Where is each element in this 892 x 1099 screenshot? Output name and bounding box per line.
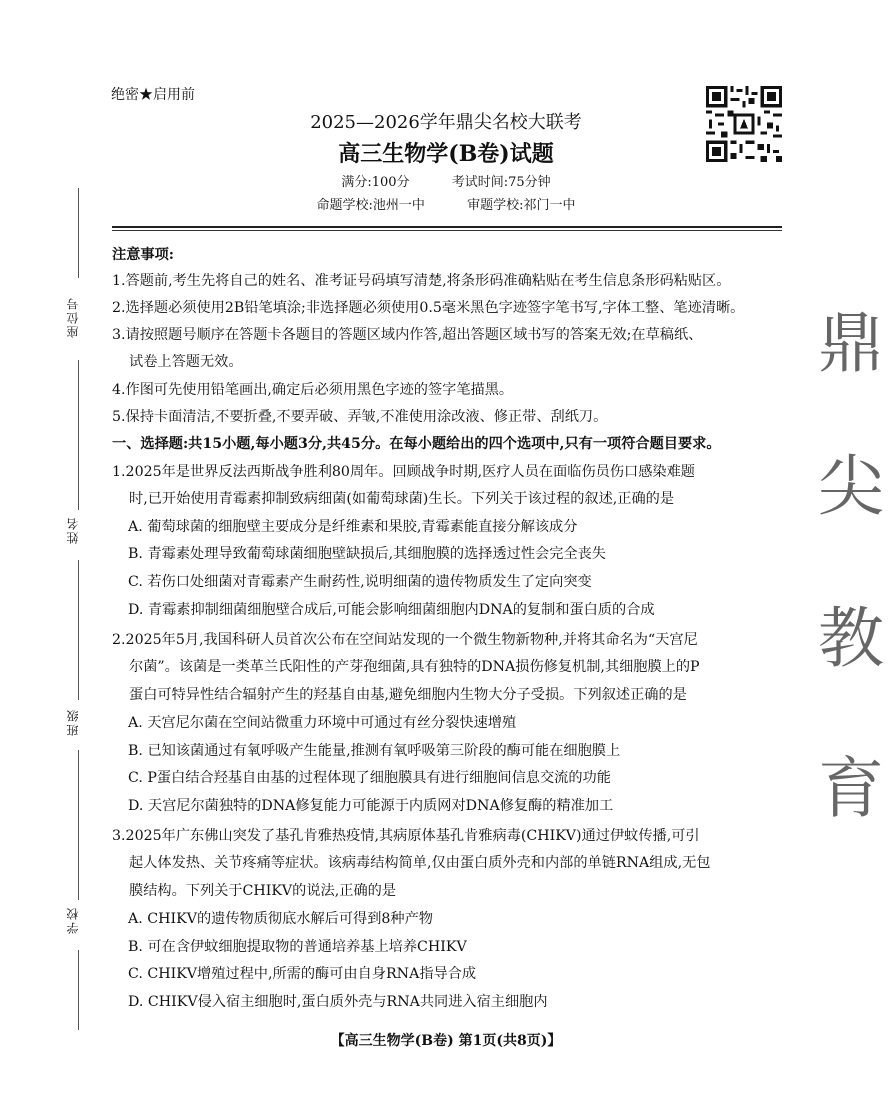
question-stem: 3.2025年广东佛山突发了基孔肯雅热疫情,其病原体基孔肯雅病毒(CHIKV)通过伊蚊传播,可引 xyxy=(112,828,700,844)
question-option: A. CHIKV的遗传物质彻底水解后可得到8种产物 xyxy=(128,911,433,927)
school-label: 学校 xyxy=(66,906,80,934)
notice-item: 1.答题前,考生先将自己的姓名、准考证号码填写清楚,将条形码准确粘贴在考生信息条形码粘贴区。 xyxy=(112,273,731,289)
question-stem: 2.2025年5月,我国科研人员首次公布在空间站发现的一个微生物新物种,并将其命名为“天宫尼 xyxy=(112,632,698,648)
binding-line xyxy=(78,188,79,278)
question-option: D. 天宫尼尔菌独特的DNA修复能力可能源于内质网对DNA修复酶的精准加工 xyxy=(128,798,614,814)
question-option: D. CHIKV侵入宿主细胞时,蛋白质外壳与RNA共同进入宿主细胞内 xyxy=(128,994,548,1010)
binding-line xyxy=(78,950,79,1030)
binding-line xyxy=(78,360,79,510)
seat-number-label: 座位号 xyxy=(66,296,80,338)
reviewer-school: 审题学校:祁门一中 xyxy=(467,198,576,213)
question-option: D. 青霉素抑制细菌细胞壁合成后,可能会影响细菌细胞内DNA的复制和蛋白质的合成 xyxy=(128,602,655,618)
question-stem: 时,已开始使用青霉素抑制致病细菌(如葡萄球菌)生长。下列关于该过程的叙述,正确的是 xyxy=(129,491,675,507)
watermark-char: 教 xyxy=(818,600,884,677)
notice-heading: 注意事项: xyxy=(112,247,174,263)
notice-item: 3.请按照题号顺序在答题卡各题目的答题区域内作答,超出答题区域书写的答案无效;在草稿纸、 xyxy=(112,327,703,343)
binding-line xyxy=(78,750,79,900)
question-option: C. CHIKV增殖过程中,所需的酶可由自身RNA指导合成 xyxy=(128,966,477,982)
exam-name: 2025—2026学年鼎尖名校大联考 xyxy=(310,112,582,133)
question-option: B. 青霉素处理导致葡萄球菌细胞壁缺损后,其细胞膜的选择透过性会完全丧失 xyxy=(128,546,606,562)
question-stem: 起人体发热、关节疼痛等症状。该病毒结构简单,仅由蛋白质外壳和内部的单链RNA组成,无包 xyxy=(129,855,711,871)
watermark-char: 鼎 xyxy=(818,305,884,382)
page-footer: 【高三生物学(B卷) 第1页(共8页)】 xyxy=(330,1033,562,1049)
watermark-char: 育 xyxy=(818,750,884,827)
question-option: A. 天宫尼尔菌在空间站微重力环境中可通过有丝分裂快速增殖 xyxy=(128,715,517,731)
notice-item-continuation: 试卷上答题无效。 xyxy=(129,354,243,370)
header-rule-thin xyxy=(112,230,782,231)
question-option: A. 葡萄球菌的细胞壁主要成分是纤维素和果胶,青霉素能直接分解该成分 xyxy=(128,519,578,535)
question-stem: 蛋白可特异性结合辐射产生的羟基自由基,避免细胞内生物大分子受损。下列叙述正确的是 xyxy=(129,687,687,703)
question-option: C. 若伤口处细菌对青霉素产生耐药性,说明细菌的遗传物质发生了定向突变 xyxy=(128,574,592,590)
notice-item: 4.作图可先使用铅笔画出,确定后必须用黑色字迹的签字笔描黑。 xyxy=(112,382,514,398)
exam-info-row-1 xyxy=(0,171,892,190)
exam-time: 考试时间:75分钟 xyxy=(451,175,551,190)
watermark-char: 尖 xyxy=(818,448,884,525)
question-option: B. 可在含伊蚊细胞提取物的普通培养基上培养CHIKV xyxy=(128,939,467,955)
confidential-label: 绝密★启用前 xyxy=(111,87,195,103)
header-rule xyxy=(112,226,782,228)
full-score: 满分:100分 xyxy=(341,175,410,190)
question-option: C. P蛋白结合羟基自由基的过程体现了细胞膜具有进行细胞间信息交流的功能 xyxy=(128,770,611,786)
paper-title: 高三生物学(B卷)试题 xyxy=(338,141,554,167)
notice-item: 5.保持卡面清洁,不要折叠,不要弄破、弄皱,不准使用涂改液、修正带、刮纸刀。 xyxy=(112,409,608,425)
binding-line xyxy=(78,560,79,700)
section-heading: 一、选择题:共15小题,每小题3分,共45分。在每小题给出的四个选项中,只有一项符合题目要求。 xyxy=(112,436,721,452)
qr-code xyxy=(706,86,782,162)
notice-item: 2.选择题必须使用2B铅笔填涂;非选择题必须使用0.5毫米黑色字迹签字笔书写,字体工整、笔迹清晰。 xyxy=(112,300,745,316)
question-stem: 尔菌”。该菌是一类革兰氏阳性的产芽孢细菌,具有独特的DNA损伤修复机制,其细胞膜上的P xyxy=(129,659,700,675)
question-stem: 膜结构。下列关于CHIKV的说法,正确的是 xyxy=(129,883,397,899)
setter-school: 命题学校:池州一中 xyxy=(316,198,425,213)
name-label: 姓名 xyxy=(66,516,80,544)
exam-info-row-2 xyxy=(0,194,892,213)
question-stem: 1.2025年是世界反法西斯战争胜利80周年。回顾战争时期,医疗人员在面临伤员伤口感染难题 xyxy=(112,464,695,480)
question-option: B. 已知该菌通过有氧呼吸产生能量,推测有氧呼吸第三阶段的酶可能在细胞膜上 xyxy=(128,743,621,759)
class-label: 班级 xyxy=(66,708,80,736)
